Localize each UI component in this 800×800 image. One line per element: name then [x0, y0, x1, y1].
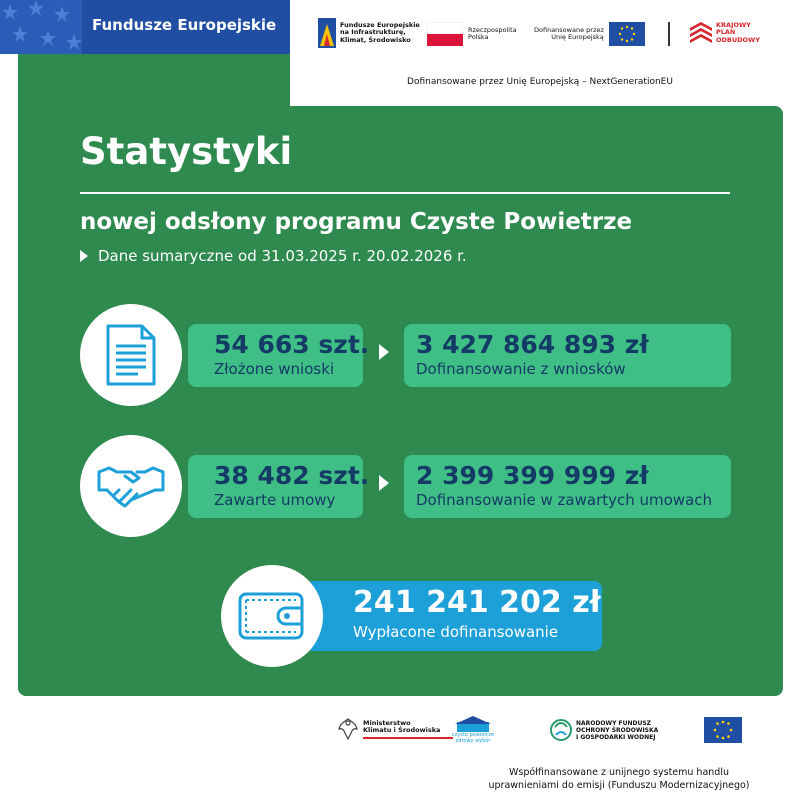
- handshake-icon-circle: [80, 435, 182, 537]
- applications-funding-label: Dofinansowanie z wniosków: [416, 360, 626, 378]
- paid-funding-value: 241 241 202 zł: [353, 585, 601, 620]
- paid-funding-label: Wypłacone dofinansowanie: [353, 623, 559, 641]
- title-divider: [80, 192, 730, 194]
- house-logo-icon: [455, 716, 491, 732]
- applications-box: [188, 324, 370, 387]
- czyste-powietrze-text: czyste powietrze zdrowy wybór: [452, 732, 495, 744]
- arrow-right-icon: [379, 344, 389, 360]
- applications-value: 54 663 szt.: [214, 330, 370, 359]
- kpo-logo-icon: [690, 20, 712, 46]
- footer-note-line2: uprawnieniami do emisji (Funduszu Modernizacyjnego): [488, 780, 750, 791]
- logo-fe-infrastruktura: [318, 18, 420, 48]
- dofinansowane-ue-text: Dofinansowane przez Unię Europejską: [534, 25, 604, 41]
- logo-krajowy-plan: [690, 20, 760, 46]
- date-range-row: [80, 247, 467, 265]
- applications-funding-value: 3 427 864 893 zł: [416, 330, 649, 359]
- eu-stars-graphic-icon: [0, 0, 82, 54]
- document-icon-circle: [80, 304, 182, 406]
- eu-flag-footer-icon: [704, 717, 742, 743]
- applications-label: Złożone wnioski: [214, 360, 335, 378]
- rzeczpospolita-text: Rzeczpospolita Polska: [468, 25, 517, 41]
- page-title: Statystyki: [80, 130, 293, 173]
- eagle-emblem-icon: [337, 716, 359, 742]
- contracts-box: [188, 455, 370, 518]
- date-range-text: Dane sumaryczne od 31.03.2025 r. 20.02.2026 r.: [98, 247, 467, 265]
- contracts-value: 38 482 szt.: [214, 461, 370, 490]
- page-subtitle: nowej odsłony programu Czyste Powietrze: [80, 209, 633, 235]
- nfosigw-text: NARODOWY FUNDUSZ OCHRONY ŚRODOWISKA I GOSPODARKI WODNEJ: [576, 719, 659, 741]
- wallet-icon-circle: [221, 565, 323, 667]
- header-divider: [668, 22, 670, 46]
- ministerstwo-text: Ministerstwo Klimatu i Środowiska: [363, 718, 441, 734]
- contracts-funding-label: Dofinansowanie w zawartych umowach: [416, 491, 713, 509]
- bullet-triangle-icon: [80, 250, 88, 262]
- panel-top-extension: [18, 54, 290, 114]
- arrow-right-icon: [379, 475, 389, 491]
- contracts-label: Zawarte umowy: [214, 491, 336, 509]
- logo-nfosigw: [550, 717, 658, 743]
- fundusze-europejskie-title: Fundusze Europejskie: [92, 16, 277, 34]
- document-icon: [104, 324, 158, 386]
- footer-note: [454, 766, 784, 792]
- logo-czyste-powietrze: [452, 716, 494, 744]
- fe-logo-icon: [318, 18, 336, 48]
- logo-dofinansowane-ue: [534, 22, 645, 46]
- logo-ministerstwo: [337, 716, 453, 742]
- nfosigw-emblem-icon: [550, 717, 572, 743]
- next-generation-caption: Dofinansowane przez Unię Europejską – NextGenerationEU: [407, 77, 673, 87]
- applications-funding-box: [404, 324, 731, 387]
- wallet-icon: [238, 590, 306, 642]
- logo-rzeczpospolita: [427, 22, 517, 46]
- contracts-funding-value: 2 399 399 999 zł: [416, 461, 649, 490]
- eu-flag-icon: [609, 22, 645, 46]
- krajowy-plan-text: KRAJOWY PLAN ODBUDOWY: [716, 20, 760, 44]
- polish-flag-icon: [427, 22, 463, 46]
- paid-funding-box: [305, 581, 602, 651]
- contracts-funding-box: [404, 455, 731, 518]
- footer-note-line1: Współfinansowane z unijnego systemu handlu: [509, 767, 729, 778]
- fundusze-europejskie-badge: [0, 0, 290, 54]
- handshake-icon: [97, 464, 165, 508]
- fe-infrastruktura-text: Fundusze Europejskie na Infrastrukturę, Klimat, Środowisko: [340, 20, 420, 44]
